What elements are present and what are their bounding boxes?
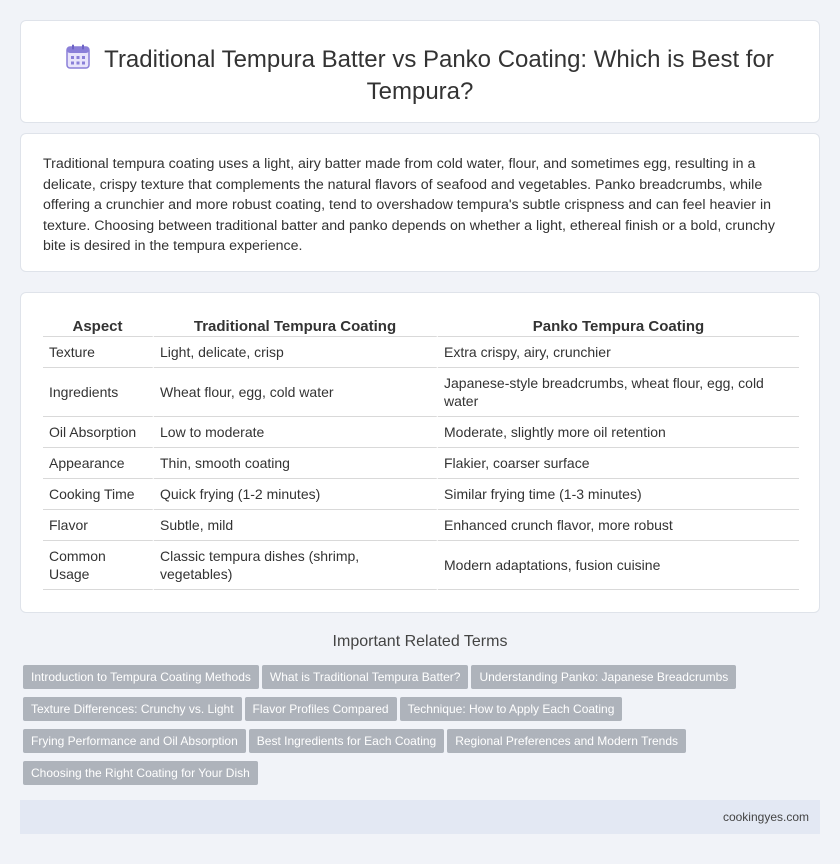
tag-row xyxy=(23,729,783,761)
table-row xyxy=(43,479,799,510)
cell-traditional: Low to moderate xyxy=(154,417,438,448)
cell-traditional: Wheat flour, egg, cold water xyxy=(154,368,438,417)
comparison-card xyxy=(20,292,820,613)
cell-traditional: Light, delicate, crisp xyxy=(154,337,438,368)
page-title-wrap xyxy=(21,44,819,106)
cell-aspect: Appearance xyxy=(43,448,154,479)
intro-card xyxy=(20,133,820,272)
title-card xyxy=(20,20,820,123)
calendar-icon xyxy=(66,44,90,77)
cell-aspect: Cooking Time xyxy=(43,479,154,510)
cell-panko: Similar frying time (1-3 minutes) xyxy=(438,479,799,510)
table-row xyxy=(43,510,799,541)
table-row xyxy=(43,417,799,448)
table-row xyxy=(43,368,799,417)
table-row xyxy=(43,541,799,590)
cell-panko: Japanese-style breadcrumbs, wheat flour, egg, cold water xyxy=(438,368,799,417)
comparison-table xyxy=(43,315,799,590)
cell-panko: Enhanced crunch flavor, more robust xyxy=(438,510,799,541)
tag-link[interactable]: What is Traditional Tempura Batter? xyxy=(262,665,469,689)
cell-aspect: Texture xyxy=(43,337,154,368)
tag-link[interactable]: Best Ingredients for Each Coating xyxy=(249,729,444,753)
related-terms-tags xyxy=(23,665,783,793)
cell-traditional: Thin, smooth coating xyxy=(154,448,438,479)
tag-row xyxy=(23,665,783,697)
cell-traditional: Quick frying (1-2 minutes) xyxy=(154,479,438,510)
cell-aspect: Ingredients xyxy=(43,368,154,417)
table-row xyxy=(43,337,799,368)
cell-traditional: Subtle, mild xyxy=(154,510,438,541)
header-panko: Panko Tempura Coating xyxy=(438,315,799,337)
tag-link[interactable]: Regional Preferences and Modern Trends xyxy=(447,729,686,753)
tag-link[interactable]: Choosing the Right Coating for Your Dish xyxy=(23,761,258,785)
cell-traditional: Classic tempura dishes (shrimp, vegetables) xyxy=(154,541,438,590)
tag-link[interactable]: Technique: How to Apply Each Coating xyxy=(400,697,623,721)
cell-panko: Moderate, slightly more oil retention xyxy=(438,417,799,448)
table-row xyxy=(43,448,799,479)
cell-aspect: Oil Absorption xyxy=(43,417,154,448)
tag-link[interactable]: Texture Differences: Crunchy vs. Light xyxy=(23,697,242,721)
tag-link[interactable]: Introduction to Tempura Coating Methods xyxy=(23,665,259,689)
cell-panko: Modern adaptations, fusion cuisine xyxy=(438,541,799,590)
cell-aspect: Flavor xyxy=(43,510,154,541)
tag-row xyxy=(23,697,783,729)
footer-site-link[interactable]: cookingyes.com xyxy=(722,810,809,824)
footer xyxy=(20,800,820,834)
cell-panko: Flakier, coarser surface xyxy=(438,448,799,479)
cell-aspect: Common Usage xyxy=(43,541,154,590)
tag-link[interactable]: Understanding Panko: Japanese Breadcrumbs xyxy=(471,665,736,689)
header-traditional: Traditional Tempura Coating xyxy=(154,315,438,337)
cell-panko: Extra crispy, airy, crunchier xyxy=(438,337,799,368)
tag-row xyxy=(23,761,783,793)
header-aspect: Aspect xyxy=(43,315,154,337)
tag-link[interactable]: Flavor Profiles Compared xyxy=(245,697,397,721)
page-title: Traditional Tempura Batter vs Panko Coating: Which is Best for Tempura? xyxy=(104,46,774,105)
intro-paragraph: Traditional tempura coating uses a light, airy batter made from cold water, flour, and sometimes egg, resulting in a delicate, crispy texture that complements the natural flavors of seafood and vegetables. Panko breadcrumbs, while offering a crunchier and more robust coating, tend to overshadow tempura's subtle crispness and can feel heavier in texture. Choosing between traditional batter and panko depends on whether a light, ethereal finish or a bold, crunchy bite is desired in the tempura experience. xyxy=(43,156,775,254)
table-header-row xyxy=(43,315,799,337)
related-terms-title: Important Related Terms xyxy=(332,633,508,650)
tag-link[interactable]: Frying Performance and Oil Absorption xyxy=(23,729,246,753)
